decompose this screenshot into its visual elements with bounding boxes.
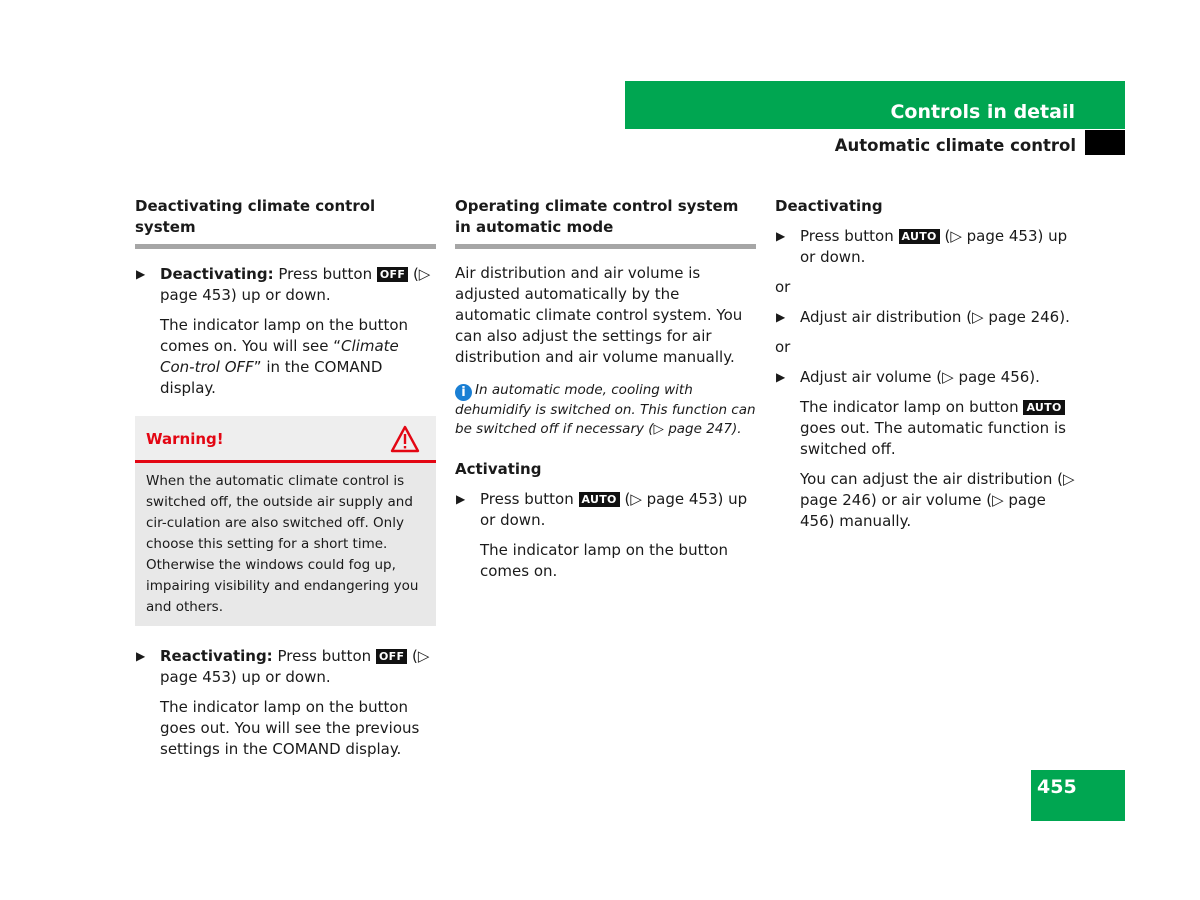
activating-heading: Activating <box>455 460 542 478</box>
warning-header <box>135 416 436 463</box>
step-text: Press button <box>480 490 574 508</box>
step-deactivating <box>135 264 436 306</box>
note-text-2: goes out. The automatic function is switched off. <box>800 419 1066 458</box>
section-title: Controls in detail <box>890 101 1075 123</box>
step-note: The indicator lamp on the button goes out. You will see the previous settings in the COMAND display. <box>160 698 420 758</box>
off-key-icon: OFF <box>377 267 408 282</box>
or-separator: or <box>775 278 791 296</box>
or-separator: or <box>775 338 791 356</box>
step-text-2: (▷ page 453) up or down. <box>800 227 1068 266</box>
info-note <box>455 381 756 439</box>
step-text-2: (▷ page 453) up or down. <box>160 647 430 686</box>
header-marker-block <box>1085 130 1125 155</box>
off-key-icon: OFF <box>376 649 407 664</box>
step-activating <box>455 489 756 531</box>
column-2 <box>455 196 756 582</box>
warning-body: When the automatic climate control is switched off, the outside air supply and cir-culation are also switched off. Only choose this setting for a short time. Otherwise the windows could fog up, impairing visibility and endangering you and others. <box>146 473 419 615</box>
header-band <box>625 81 1125 129</box>
bullet-arrow-icon: ▶ <box>776 310 786 324</box>
step-text: Adjust air volume (▷ page 456). <box>800 368 1040 386</box>
section-heading: Deactivating climate control system <box>135 196 436 249</box>
step-note <box>775 397 1076 460</box>
step-press-auto <box>775 226 1076 268</box>
column-1 <box>135 196 436 760</box>
subsection-title: Automatic climate control <box>834 136 1076 155</box>
info-icon: i <box>455 384 472 401</box>
section-heading: Operating climate control system in automatic mode <box>455 196 756 249</box>
auto-key-icon: AUTO <box>1023 400 1064 415</box>
bullet-arrow-icon: ▶ <box>776 370 786 384</box>
auto-key-icon: AUTO <box>579 492 620 507</box>
step-label: Reactivating: <box>160 647 273 665</box>
step-text-2: (▷ page 453) up or down. <box>480 490 748 529</box>
column-3 <box>775 196 1076 532</box>
step-note: The indicator lamp on the button comes on. <box>480 541 729 580</box>
page-number: 455 <box>1037 776 1077 798</box>
section-heading: Deactivating <box>775 197 883 215</box>
warning-title: Warning! <box>146 430 224 448</box>
step-label: Deactivating: <box>160 265 274 283</box>
auto-key-icon: AUTO <box>899 229 940 244</box>
step-text: Press button <box>278 265 373 283</box>
bullet-arrow-icon: ▶ <box>136 649 146 663</box>
display-message: Climate Con-trol OFF <box>160 337 399 376</box>
intro-paragraph: Air distribution and air volume is adjusted automatically by the automatic climate control system. You can also adjust the settings for air distribution and air volume manually. <box>455 264 743 366</box>
step-text: Adjust air distribution (▷ page 246). <box>800 308 1070 326</box>
note-text-end: ” in the COMAND display. <box>160 358 383 397</box>
step-text: Press button <box>277 647 372 665</box>
step-text-2: (▷ page 453) up or down. <box>160 265 431 304</box>
warning-triangle-icon <box>390 425 420 453</box>
warning-box <box>135 416 436 626</box>
bullet-arrow-icon: ▶ <box>456 492 466 506</box>
step-air-distribution <box>775 307 1076 328</box>
step-text: Press button <box>800 227 894 245</box>
note-text: The indicator lamp on button <box>800 398 1019 416</box>
info-note-text: In automatic mode, cooling with dehumidify is switched on. This function can be switched off if necessary (▷ page 247). <box>455 382 756 437</box>
bullet-arrow-icon: ▶ <box>136 267 146 281</box>
page-number-box <box>1031 770 1125 821</box>
note-text: The indicator lamp on the button comes on. You will see “ <box>160 316 409 355</box>
step-note-2: You can adjust the air distribution (▷ page 246) or air volume (▷ page 456) manually. <box>800 470 1075 530</box>
step-reactivating <box>135 646 436 688</box>
step-note <box>135 315 436 399</box>
step-air-volume <box>775 367 1076 388</box>
bullet-arrow-icon: ▶ <box>776 229 786 243</box>
